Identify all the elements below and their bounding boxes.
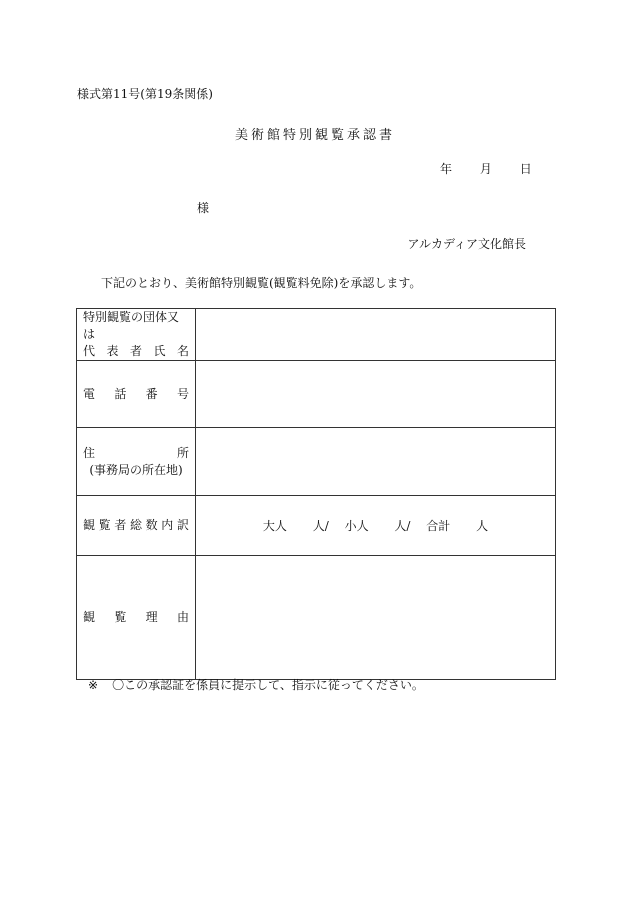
form-number: 様式第11号(第19条関係) (77, 87, 213, 101)
label-char: 者 (114, 518, 127, 532)
visitor-breakdown (196, 517, 555, 534)
label-char: 訳 (176, 518, 189, 532)
label-char: 氏 (153, 344, 166, 358)
issuer-name: アルカディア文化館長 (407, 237, 526, 251)
intro-text: 下記のとおり、美術館特別観覧(観覧料免除)を承認します。 (101, 276, 422, 290)
child-unit: 人/ (394, 519, 411, 533)
footnote-mark: ※ (88, 678, 99, 692)
label-char: 名 (176, 344, 189, 358)
label-char: 者 (129, 344, 142, 358)
value-address[interactable] (196, 428, 556, 496)
document-title: 美術館特別観覧承認書 (234, 128, 395, 143)
adult-label: 大人 (262, 519, 287, 533)
table-row-address (77, 428, 556, 496)
child-label: 小人 (344, 519, 369, 533)
addressee-suffix: 様 (197, 201, 210, 215)
value-phone[interactable] (196, 361, 556, 428)
label-char: 内 (161, 518, 174, 532)
label-phone-text (77, 386, 195, 403)
label-applicant (77, 309, 196, 361)
table-row-visitors (77, 496, 556, 556)
label-phone (77, 361, 196, 428)
label-char: 話 (114, 386, 127, 401)
footnote-text: 〇この承認証を係員に提示して、指示に従ってください。 (112, 678, 424, 692)
table-row-reason (77, 556, 556, 680)
value-reason[interactable] (196, 556, 556, 680)
month-label: 月 (479, 162, 492, 176)
adult-unit: 人/ (312, 519, 329, 533)
date-line (440, 160, 532, 177)
label-char: 理 (145, 610, 158, 624)
table-row-applicant (77, 309, 556, 361)
label-char: 電 (83, 386, 96, 401)
total-unit: 人 (476, 519, 489, 533)
total-label: 合計 (426, 519, 451, 533)
label-reason (77, 556, 196, 680)
label-char: 番 (145, 386, 158, 401)
label-address-line1 (77, 445, 195, 462)
label-applicant-line2 (77, 343, 195, 360)
label-address-line2: (事務局の所在地) (89, 462, 183, 477)
label-char: 数 (145, 518, 158, 532)
year-label: 年 (440, 162, 453, 176)
value-visitors (196, 496, 556, 556)
label-char: 総 (129, 518, 142, 532)
footnote (88, 676, 424, 693)
label-visitors (77, 496, 196, 556)
label-char: 所 (176, 445, 189, 460)
label-char: 覧 (98, 518, 111, 532)
value-applicant[interactable] (196, 309, 556, 361)
label-char: 表 (106, 344, 119, 358)
label-reason-text (77, 609, 195, 626)
label-char: 観 (83, 610, 96, 624)
approval-table (76, 308, 556, 680)
table-row-phone (77, 361, 556, 428)
label-char: 代 (83, 344, 96, 358)
label-visitors-text (77, 517, 195, 534)
label-char: 号 (176, 386, 189, 401)
label-address (77, 428, 196, 496)
label-char: 由 (176, 610, 189, 624)
label-applicant-line1: 特別観覧の団体又は (83, 310, 180, 341)
label-char: 観 (83, 518, 96, 532)
day-label: 日 (519, 162, 532, 176)
label-char: 覧 (114, 610, 127, 624)
label-char: 住 (83, 445, 96, 460)
